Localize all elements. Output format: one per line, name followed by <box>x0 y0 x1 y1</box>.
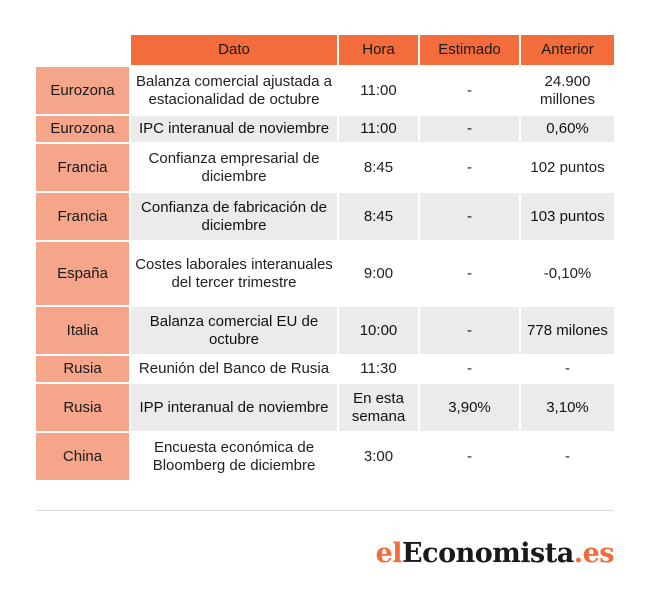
hora-cell: 11:30 <box>360 360 397 377</box>
dato-cell: Balanza comercial ajustada a estacionalidad de octubre <box>136 72 332 108</box>
estimado-cell: - <box>467 158 472 176</box>
anterior-cell: 102 puntos <box>530 158 605 176</box>
logo-part-es: .es <box>573 538 614 569</box>
hora-cell: 8:45 <box>363 158 394 176</box>
anterior-cell: -0,10% <box>543 264 592 282</box>
dato-cell: IPC interanual de noviembre <box>131 116 337 142</box>
estimado-cell: 3,90% <box>420 384 519 431</box>
table-row <box>36 356 614 382</box>
estimado-cell: - <box>467 264 472 282</box>
dato-cell: Costes laborales interanuales del tercer trimestre <box>135 255 333 291</box>
country-cell: China <box>36 433 129 480</box>
estimado-cell: - <box>467 81 472 99</box>
dato-cell: Confianza empresarial de diciembre <box>148 149 320 185</box>
dato-cell: Balanza comercial EU de octubre <box>131 307 337 354</box>
hora-cell: 11:00 <box>360 81 397 99</box>
estimado-cell: - <box>420 116 519 142</box>
hora-cell: 10:00 <box>339 307 418 354</box>
hora-cell: 3:00 <box>363 447 394 465</box>
anterior-cell: - <box>565 447 570 465</box>
anterior-cell: 24.900 millones <box>539 72 596 108</box>
anterior-cell: - <box>565 360 570 377</box>
dato-cell: Confianza de fabricación de diciembre <box>131 193 337 240</box>
hora-cell: 11:00 <box>339 116 418 142</box>
country-cell: Rusia <box>36 384 129 431</box>
anterior-cell: 0,60% <box>521 116 614 142</box>
logo-part-el: el <box>375 538 403 569</box>
dato-cell: Reunión del Banco de Rusia <box>138 360 330 377</box>
table-header-row <box>36 35 614 65</box>
anterior-cell: 103 puntos <box>521 193 614 240</box>
header-estimado: Estimado <box>420 35 519 65</box>
country-cell: Francia <box>36 193 129 240</box>
table-row <box>36 242 614 305</box>
table-row <box>36 307 614 354</box>
footer-divider <box>36 510 614 511</box>
country-cell: Italia <box>36 307 129 354</box>
header-anterior: Anterior <box>521 35 614 65</box>
table-row <box>36 116 614 142</box>
anterior-cell: 3,10% <box>521 384 614 431</box>
hora-cell: 8:45 <box>339 193 418 240</box>
economic-calendar-table <box>36 35 614 482</box>
table-row <box>36 144 614 191</box>
country-cell: España <box>36 242 129 305</box>
eleconomista-logo <box>376 538 614 569</box>
hora-cell: En esta semana <box>339 384 418 431</box>
estimado-cell: - <box>420 307 519 354</box>
country-cell: Francia <box>36 144 129 191</box>
table-row <box>36 67 614 114</box>
country-cell: Eurozona <box>36 116 129 142</box>
header-blank-cell <box>36 35 129 65</box>
logo-part-economista: Economista <box>402 538 574 569</box>
dato-cell: IPP interanual de noviembre <box>131 384 337 431</box>
estimado-cell: - <box>467 360 472 377</box>
estimado-cell: - <box>420 193 519 240</box>
estimado-cell: - <box>467 447 472 465</box>
header-hora: Hora <box>339 35 418 65</box>
country-cell: Eurozona <box>36 67 129 114</box>
table-row <box>36 193 614 240</box>
header-dato: Dato <box>131 35 337 65</box>
table-row <box>36 433 614 480</box>
hora-cell: 9:00 <box>363 264 394 282</box>
table-row <box>36 384 614 431</box>
dato-cell: Encuesta económica de Bloomberg de diciembre <box>152 438 316 474</box>
country-cell: Rusia <box>36 356 129 382</box>
anterior-cell: 778 milones <box>521 307 614 354</box>
